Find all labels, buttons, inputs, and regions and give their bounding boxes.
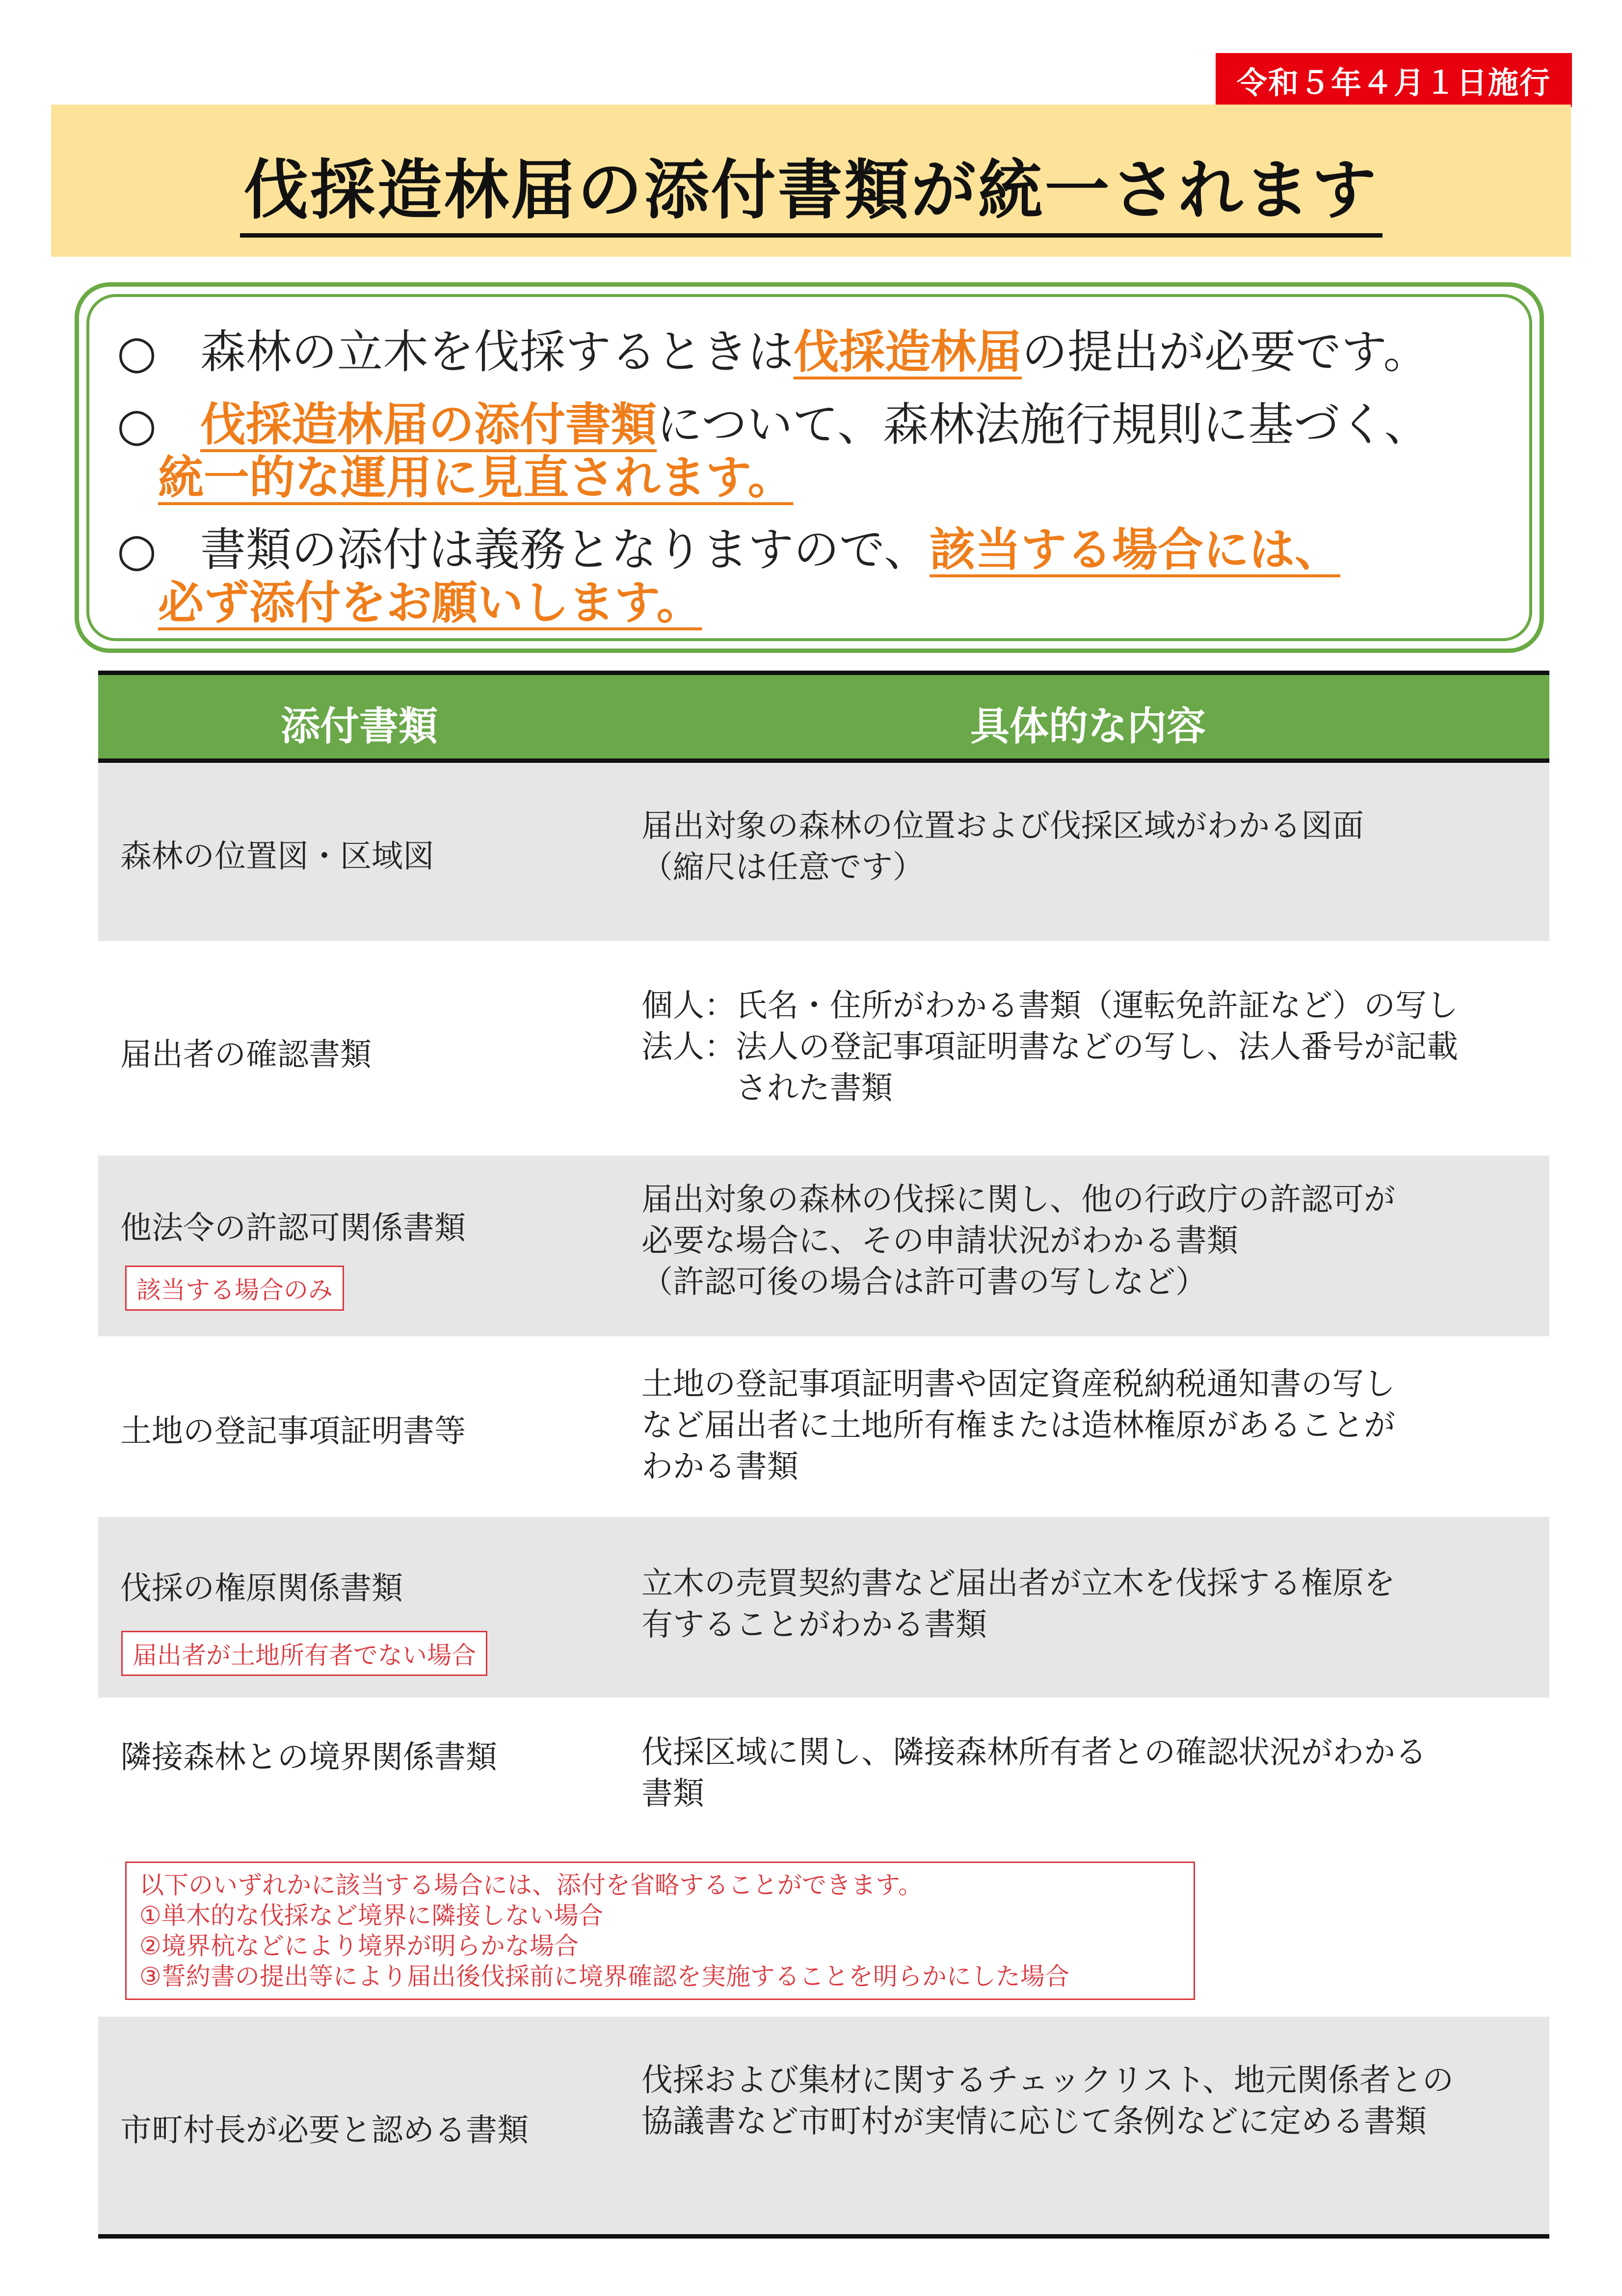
row-desc: 伐採および集材に関するチェックリスト、地元関係者との 協議書など市町村が実情に応じて条例などに定める書類 bbox=[641, 2062, 1454, 2140]
row-desc: 届出対象の森林の伐採に関し、他の行政庁の許認可が 必要な場合に、その申請状況がわかる書類 （許認可後の場合は許可書の写しなど） bbox=[641, 1182, 1395, 1300]
row-label: 他法令の許認可関係書類 bbox=[120, 1210, 466, 1246]
highlight-text: 伐採造林届の添付書類 bbox=[200, 398, 657, 451]
header-documents: 添付書類 bbox=[281, 703, 438, 749]
row-desc: 届出対象の森林の位置および伐採区域がわかる図面 （縮尺は任意です） bbox=[641, 808, 1364, 886]
table-row bbox=[98, 941, 1549, 1156]
table-header bbox=[98, 675, 1549, 758]
row-desc: 個人：氏名・住所がわかる書類（運転免許証など）の写し 法人：法人の登記事項証明書などの写し、法人番号が記載 された書類 bbox=[641, 988, 1458, 1107]
title-band bbox=[51, 105, 1571, 257]
row-label: 森林の位置図・区域図 bbox=[120, 838, 434, 875]
row-label: 届出者の確認書類 bbox=[120, 1037, 372, 1073]
row-label: 市町村長が必要と認める書類 bbox=[120, 2112, 529, 2149]
highlight-text: 伐採造林届 bbox=[794, 325, 1022, 378]
bullet-circle-icon: ○ bbox=[117, 325, 157, 378]
bullet-circle-icon: ○ bbox=[117, 523, 157, 576]
summary-bullet-3: ○ 書類の添付は義務となりますので、該当する場合には、 bbox=[117, 523, 1341, 576]
applicable-only-tag: 該当する場合のみ bbox=[125, 1266, 344, 1311]
highlight-text: 該当する場合には、 bbox=[930, 523, 1341, 576]
highlight-text: 必ず添付をお願いします。 bbox=[158, 576, 702, 629]
not-landowner-tag: 届出者が土地所有者でない場合 bbox=[121, 1631, 487, 1676]
table-row bbox=[98, 763, 1549, 941]
summary-bullet-2-cont bbox=[158, 441, 794, 507]
table-row bbox=[98, 2017, 1549, 2234]
row-label: 隣接森林との境界関係書類 bbox=[120, 1739, 497, 1776]
effective-date-badge: 令和５年４月１日施行 bbox=[1216, 53, 1572, 107]
row-label: 伐採の権原関係書類 bbox=[120, 1570, 403, 1607]
table-row bbox=[98, 1336, 1549, 1517]
summary-bullet-3-cont bbox=[158, 566, 702, 632]
bullet-circle-icon: ○ bbox=[117, 398, 157, 451]
row-desc: 伐採区域に関し、隣接森林所有者との確認状況がわかる 書類 bbox=[641, 1734, 1427, 1812]
row-desc: 立木の売買契約書など届出者が立木を伐採する権原を 有することがわかる書類 bbox=[641, 1566, 1395, 1643]
table-top-rule bbox=[98, 671, 1549, 675]
page-title: 伐採造林届の添付書類が統一されます bbox=[51, 138, 1571, 231]
summary-bullet-1: ○ 森林の立木を伐採するときは伐採造林届の提出が必要です。 bbox=[117, 325, 1429, 378]
highlight-text: 統一的な運用に見直されます。 bbox=[158, 451, 794, 504]
table-row bbox=[98, 1517, 1549, 1698]
row-label: 土地の登記事項証明書等 bbox=[120, 1413, 466, 1450]
header-details: 具体的な内容 bbox=[970, 703, 1206, 749]
table-bottom-rule bbox=[98, 2234, 1549, 2239]
table-header-rule bbox=[98, 758, 1549, 763]
omit-conditions-note: 以下のいずれかに該当する場合には、添付を省略することができます。 ①単木的な伐採など境界に隣接しない場合 ②境界杭などにより境界が明らかな場合 ③誓約書の提出等により届出後伐採前に境界確認を実施することを明らかにした場合 bbox=[125, 1862, 1195, 2000]
table-row bbox=[98, 1156, 1549, 1336]
row-desc: 土地の登記事項証明書や固定資産税納税通知書の写し など届出者に土地所有権または造林権原があることが わかる書類 bbox=[641, 1366, 1395, 1485]
summary-bullet-2: ○ 伐採造林届の添付書類について、森林法施行規則に基づく、 bbox=[117, 398, 1430, 451]
